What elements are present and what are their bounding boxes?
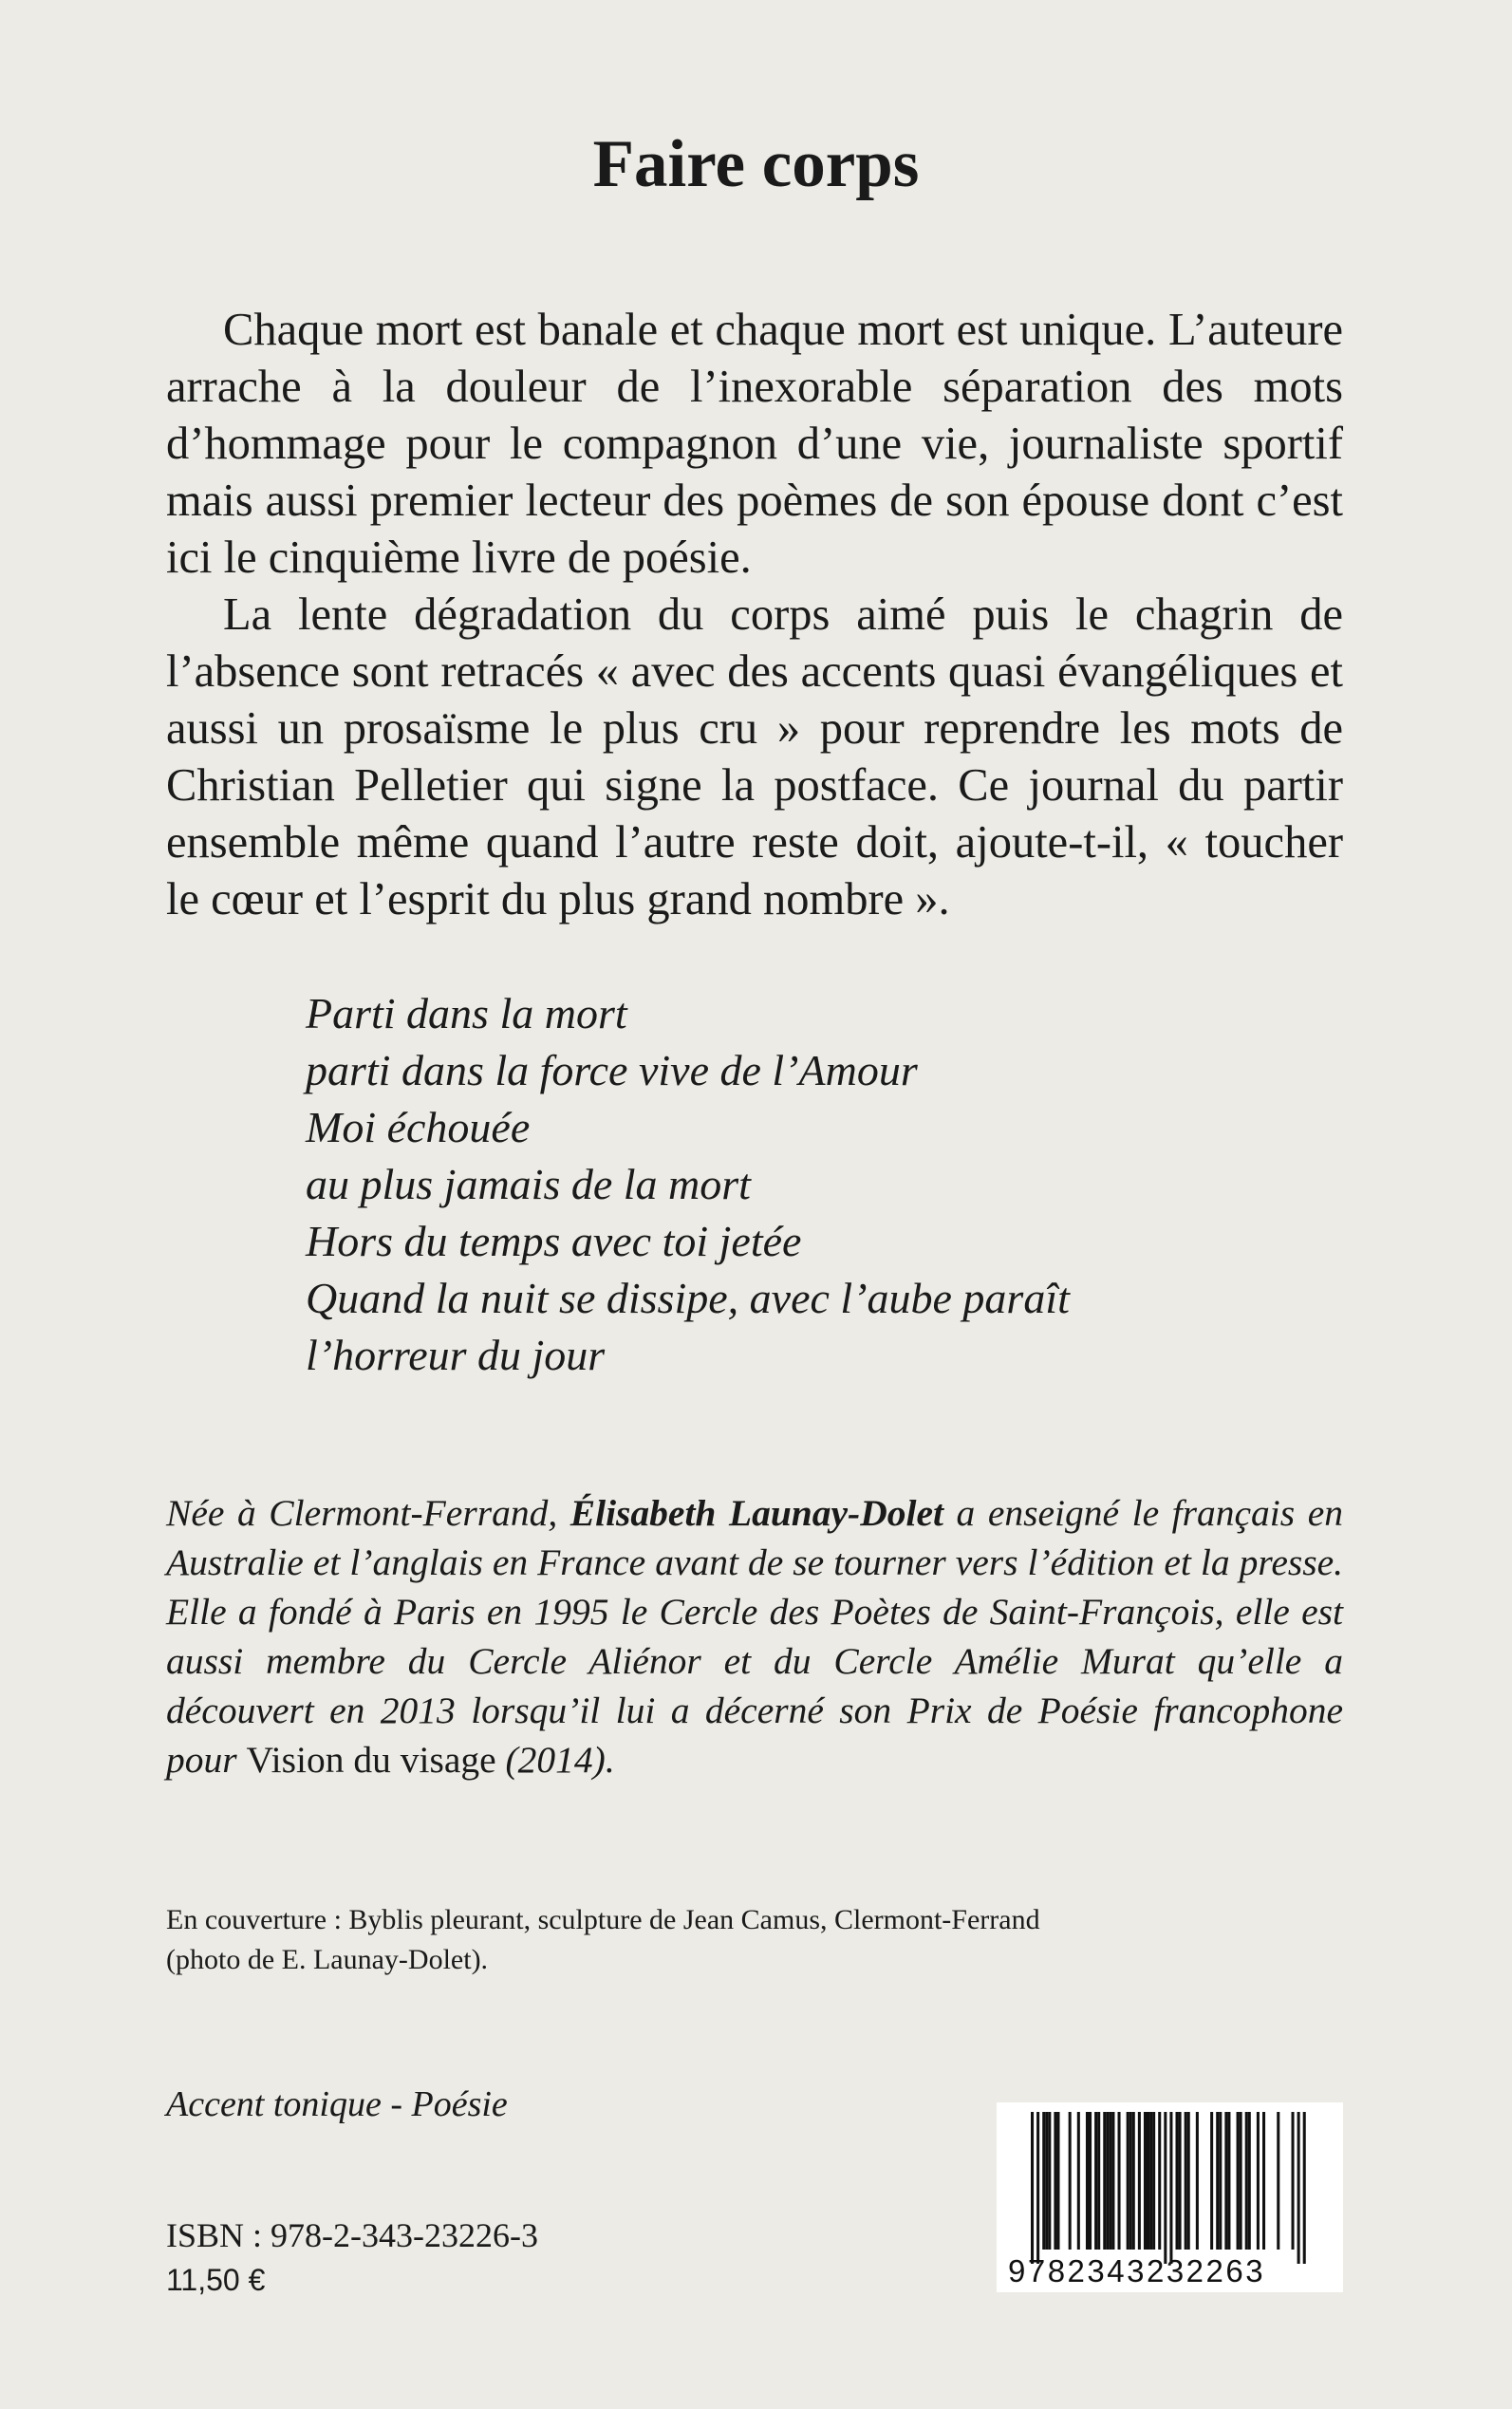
barcode-bar <box>1185 2112 1187 2250</box>
barcode-bar <box>1042 2112 1045 2250</box>
poem-line: Hors du temps avec toi jetée <box>306 1217 802 1265</box>
collection-name: Accent tonique - Poésie <box>166 2084 508 2124</box>
barcode-bar <box>1106 2112 1109 2250</box>
isbn: ISBN : 978-2-343-23226-3 <box>166 2216 538 2254</box>
barcode-bar <box>1219 2112 1222 2250</box>
barcode-bar <box>1118 2112 1121 2250</box>
barcode-bar <box>1240 2112 1242 2250</box>
barcode-bar <box>1048 2112 1051 2250</box>
barcode-bar <box>1045 2112 1048 2250</box>
barcode-bar <box>1127 2112 1129 2250</box>
barcode-bar <box>1152 2112 1155 2250</box>
barcode-bar <box>1277 2112 1279 2250</box>
barcode-bar <box>1077 2112 1080 2250</box>
poem-line: Moi échouée <box>306 1103 531 1151</box>
blurb <box>166 302 1343 928</box>
price: 11,50 € <box>166 2263 266 2297</box>
bio-prefix: Née à Clermont-Ferrand, <box>166 1492 570 1534</box>
barcode-bar <box>1149 2112 1152 2250</box>
barcode-bar <box>1158 2112 1161 2250</box>
barcode-bar <box>1036 2112 1039 2264</box>
barcode-bar <box>1196 2112 1199 2250</box>
barcode-bar <box>1031 2112 1034 2264</box>
poem-excerpt <box>306 985 1070 1384</box>
barcode-bar <box>1094 2112 1097 2250</box>
barcode-bar <box>1303 2112 1306 2264</box>
barcode-bar <box>1109 2112 1111 2250</box>
barcode-bar <box>1224 2112 1227 2250</box>
poem-line: l’horreur du jour <box>306 1331 606 1379</box>
barcode-bar <box>1132 2112 1135 2250</box>
barcode-bar <box>1176 2112 1179 2250</box>
barcode-bar <box>1086 2112 1089 2250</box>
barcode-bar <box>1257 2112 1260 2250</box>
barcode-bar <box>1245 2112 1248 2250</box>
barcode-bar <box>1297 2112 1300 2264</box>
barcode-bar <box>1216 2112 1219 2250</box>
book-title: Faire corps <box>592 127 920 201</box>
barcode-bar <box>1056 2112 1059 2250</box>
bio-book-title: Vision du visage <box>246 1739 496 1781</box>
barcode-bar <box>1138 2112 1141 2250</box>
barcode-bar <box>1129 2112 1132 2250</box>
barcode-bar <box>1169 2112 1172 2264</box>
cover-credit-line-2: (photo de E. Launay-Dolet). <box>166 1944 489 1975</box>
barcode-bar <box>1111 2112 1114 2250</box>
barcode <box>997 2102 1343 2292</box>
barcode-bar <box>1292 2112 1295 2250</box>
poem-line: Quand la nuit se dissipe, avec l’aube paraît <box>306 1274 1070 1322</box>
poem-line: parti dans la force vive de l’Amour <box>306 1046 918 1094</box>
author-bio <box>166 1488 1343 1784</box>
blurb-paragraph-2: La lente dégradation du corps aimé puis le chagrin de l’absence sont retracés « avec des accents quasi évangéliques et aussi un prosaïsme le plus cru » pour reprendre les mots de Christian Pelletier qui signe la postface. Ce journal du partir ensemble même quand l’autre reste doit, ajoute-t-il, « toucher le cœur et l’esprit du plus grand nombre ». <box>166 589 1343 924</box>
cover-credit-line-1: En couverture : Byblis pleurant, sculpture de Jean Camus, Clermont-Ferrand <box>166 1904 1040 1935</box>
barcode-bar <box>1147 2112 1149 2250</box>
barcode-bar <box>1054 2112 1056 2250</box>
barcode-bar <box>1227 2112 1230 2250</box>
poem-line: Parti dans la mort <box>306 989 627 1037</box>
barcode-bar <box>1097 2112 1100 2250</box>
barcode-bar <box>1210 2112 1213 2250</box>
barcode-bar <box>1069 2112 1072 2250</box>
cover-credit <box>166 1900 1040 1980</box>
bio-body: a enseigné le français en Australie et l’anglais en France avant de se tourner vers l’édition et la presse. Elle a fondé à Paris en 1995 le Cercle des Poètes de Saint-François, elle est aussi membre du Cercle Aliénor et du Cercle Amélie Murat qu’elle a découvert en 2013 lorsqu’il lui a décerné son Prix de Poésie francophone pour <box>166 1492 1343 1781</box>
poem-line: au plus jamais de la mort <box>306 1160 751 1208</box>
barcode-bar <box>1144 2112 1147 2250</box>
barcode-bar <box>1089 2112 1092 2250</box>
barcode-bar <box>1179 2112 1182 2250</box>
barcode-bar <box>1262 2112 1265 2250</box>
blurb-paragraph-1: Chaque mort est banale et chaque mort est unique. L’auteure arrache à la douleur de l’inexorable séparation des mots d’hommage pour le compagnon d’une vie, journaliste sportif mais aussi premier lecteur des poèmes de son épouse dont c’est ici le cinquième livre de poésie. <box>166 305 1343 583</box>
barcode-bar <box>1187 2112 1190 2250</box>
barcode-bar <box>1237 2112 1240 2250</box>
barcode-digits: 9782343232263 <box>1008 2253 1266 2288</box>
barcode-bar <box>1248 2112 1251 2250</box>
bio-suffix: (2014). <box>495 1739 615 1781</box>
author-name: Élisabeth Launay-Dolet <box>569 1492 943 1534</box>
barcode-bar <box>1103 2112 1106 2250</box>
barcode-bar <box>1164 2112 1167 2264</box>
